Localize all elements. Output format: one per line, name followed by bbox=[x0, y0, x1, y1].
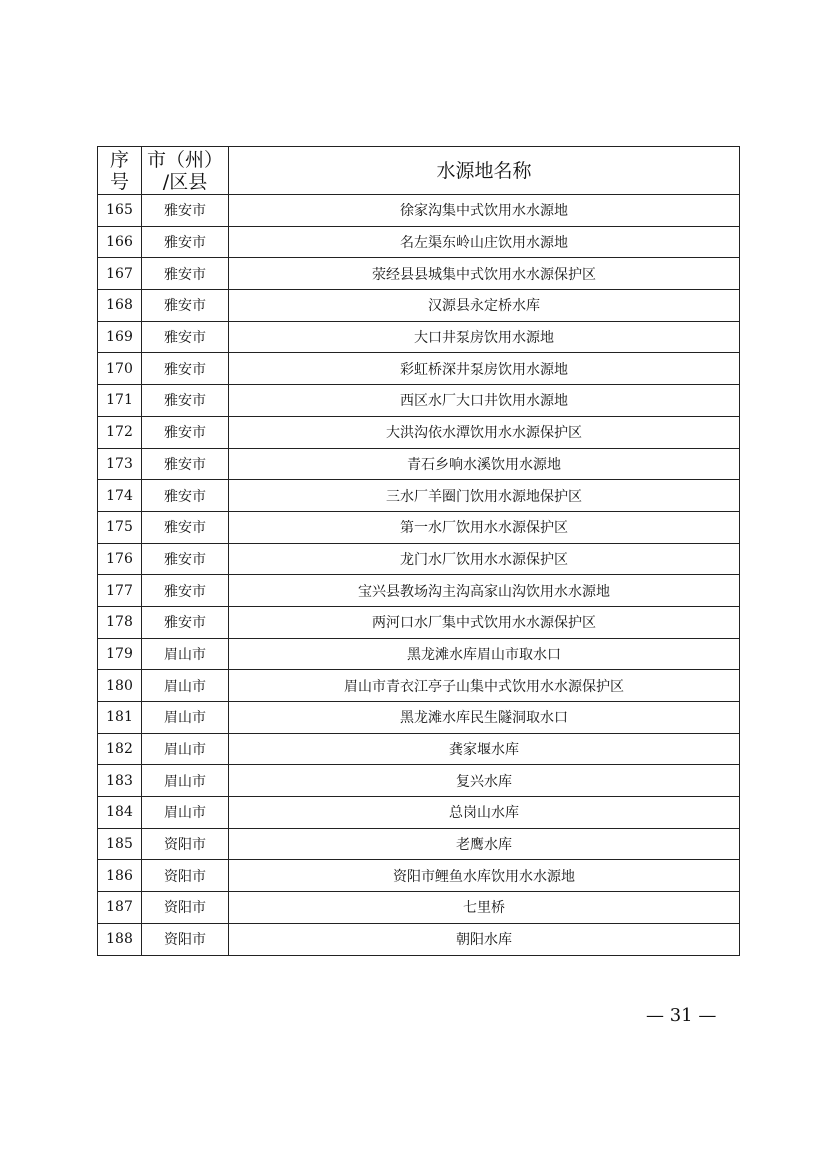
table-row bbox=[98, 860, 740, 892]
row-city-cell: 资阳市 bbox=[142, 860, 229, 892]
row-seq-cell: 167 bbox=[98, 258, 142, 290]
row-city-cell: 雅安市 bbox=[142, 543, 229, 575]
row-source-name-cell: 七里桥 bbox=[229, 892, 740, 924]
row-source-name-cell: 龙门水厂饮用水水源保护区 bbox=[229, 543, 740, 575]
row-seq-cell: 170 bbox=[98, 353, 142, 385]
row-seq-cell: 178 bbox=[98, 606, 142, 638]
row-source-name-cell: 大洪沟依水潭饮用水水源保护区 bbox=[229, 416, 740, 448]
table-row bbox=[98, 892, 740, 924]
table-row bbox=[98, 511, 740, 543]
row-seq-cell: 177 bbox=[98, 575, 142, 607]
row-source-name-cell: 名左渠东岭山庄饮用水源地 bbox=[229, 226, 740, 258]
row-city-cell: 眉山市 bbox=[142, 670, 229, 702]
table-row bbox=[98, 416, 740, 448]
row-seq-cell: 166 bbox=[98, 226, 142, 258]
table-row bbox=[98, 702, 740, 734]
row-source-name-cell: 复兴水库 bbox=[229, 765, 740, 797]
row-seq-cell: 175 bbox=[98, 511, 142, 543]
row-seq-cell: 180 bbox=[98, 670, 142, 702]
header-row bbox=[98, 147, 740, 195]
row-city-cell: 雅安市 bbox=[142, 195, 229, 227]
row-city-cell: 眉山市 bbox=[142, 765, 229, 797]
row-city-cell: 雅安市 bbox=[142, 290, 229, 322]
row-city-cell: 资阳市 bbox=[142, 828, 229, 860]
row-seq-cell: 171 bbox=[98, 385, 142, 417]
row-seq-cell: 174 bbox=[98, 480, 142, 512]
header-seq bbox=[98, 147, 142, 195]
row-seq-cell: 184 bbox=[98, 797, 142, 829]
row-source-name-cell: 三水厂羊圈门饮用水源地保护区 bbox=[229, 480, 740, 512]
row-seq-cell: 187 bbox=[98, 892, 142, 924]
table-row bbox=[98, 733, 740, 765]
header-city-line2: /区县 bbox=[162, 170, 208, 193]
table-row bbox=[98, 321, 740, 353]
row-source-name-cell: 两河口水厂集中式饮用水水源保护区 bbox=[229, 606, 740, 638]
row-city-cell: 雅安市 bbox=[142, 448, 229, 480]
row-source-name-cell: 大口井泵房饮用水源地 bbox=[229, 321, 740, 353]
row-source-name-cell: 西区水厂大口井饮用水源地 bbox=[229, 385, 740, 417]
table-row bbox=[98, 480, 740, 512]
row-city-cell: 雅安市 bbox=[142, 416, 229, 448]
row-source-name-cell: 荥经县县城集中式饮用水水源保护区 bbox=[229, 258, 740, 290]
row-city-cell: 雅安市 bbox=[142, 258, 229, 290]
table-row bbox=[98, 606, 740, 638]
row-city-cell: 眉山市 bbox=[142, 797, 229, 829]
row-seq-cell: 183 bbox=[98, 765, 142, 797]
table-row bbox=[98, 797, 740, 829]
row-seq-cell: 169 bbox=[98, 321, 142, 353]
row-city-cell: 资阳市 bbox=[142, 892, 229, 924]
row-city-cell: 资阳市 bbox=[142, 923, 229, 955]
row-source-name-cell: 黑龙滩水库民生隧洞取水口 bbox=[229, 702, 740, 734]
row-seq-cell: 188 bbox=[98, 923, 142, 955]
row-seq-cell: 182 bbox=[98, 733, 142, 765]
row-source-name-cell: 龚家堰水库 bbox=[229, 733, 740, 765]
header-city-line1: 市（州） bbox=[146, 148, 223, 171]
row-city-cell: 雅安市 bbox=[142, 321, 229, 353]
row-source-name-cell: 彩虹桥深井泵房饮用水源地 bbox=[229, 353, 740, 385]
row-source-name-cell: 汉源县永定桥水库 bbox=[229, 290, 740, 322]
row-city-cell: 雅安市 bbox=[142, 226, 229, 258]
row-seq-cell: 186 bbox=[98, 860, 142, 892]
table-body bbox=[98, 195, 740, 956]
table-row bbox=[98, 290, 740, 322]
row-source-name-cell: 徐家沟集中式饮用水水源地 bbox=[229, 195, 740, 227]
row-city-cell: 眉山市 bbox=[142, 702, 229, 734]
row-source-name-cell: 总岗山水库 bbox=[229, 797, 740, 829]
table-row bbox=[98, 923, 740, 955]
row-source-name-cell: 朝阳水库 bbox=[229, 923, 740, 955]
row-city-cell: 雅安市 bbox=[142, 385, 229, 417]
row-city-cell: 雅安市 bbox=[142, 353, 229, 385]
row-seq-cell: 179 bbox=[98, 638, 142, 670]
row-source-name-cell: 第一水厂饮用水水源保护区 bbox=[229, 511, 740, 543]
row-city-cell: 雅安市 bbox=[142, 511, 229, 543]
row-city-cell: 雅安市 bbox=[142, 480, 229, 512]
row-seq-cell: 165 bbox=[98, 195, 142, 227]
row-city-cell: 眉山市 bbox=[142, 638, 229, 670]
table-row bbox=[98, 543, 740, 575]
row-seq-cell: 181 bbox=[98, 702, 142, 734]
header-source-name: 水源地名称 bbox=[229, 147, 740, 195]
row-seq-cell: 172 bbox=[98, 416, 142, 448]
page-number: — 31 — bbox=[646, 1005, 717, 1026]
table-row bbox=[98, 195, 740, 227]
table-row bbox=[98, 638, 740, 670]
header-city bbox=[142, 147, 229, 195]
water-source-table bbox=[97, 146, 740, 956]
row-city-cell: 眉山市 bbox=[142, 733, 229, 765]
header-seq-line2: 号 bbox=[109, 170, 129, 193]
row-seq-cell: 185 bbox=[98, 828, 142, 860]
table-row bbox=[98, 226, 740, 258]
row-source-name-cell: 青石乡响水溪饮用水源地 bbox=[229, 448, 740, 480]
row-source-name-cell: 宝兴县教场沟主沟高家山沟饮用水水源地 bbox=[229, 575, 740, 607]
row-seq-cell: 168 bbox=[98, 290, 142, 322]
row-city-cell: 雅安市 bbox=[142, 606, 229, 638]
table-row bbox=[98, 448, 740, 480]
row-city-cell: 雅安市 bbox=[142, 575, 229, 607]
table-row bbox=[98, 765, 740, 797]
header-seq-line1: 序 bbox=[109, 148, 129, 171]
row-seq-cell: 176 bbox=[98, 543, 142, 575]
table-row bbox=[98, 353, 740, 385]
row-seq-cell: 173 bbox=[98, 448, 142, 480]
row-source-name-cell: 黑龙滩水库眉山市取水口 bbox=[229, 638, 740, 670]
row-source-name-cell: 眉山市青衣江亭子山集中式饮用水水源保护区 bbox=[229, 670, 740, 702]
row-source-name-cell: 老鹰水库 bbox=[229, 828, 740, 860]
table-row bbox=[98, 670, 740, 702]
table-header bbox=[98, 147, 740, 195]
table-row bbox=[98, 385, 740, 417]
table-row bbox=[98, 575, 740, 607]
table-row bbox=[98, 828, 740, 860]
table-row bbox=[98, 258, 740, 290]
row-source-name-cell: 资阳市鲤鱼水库饮用水水源地 bbox=[229, 860, 740, 892]
